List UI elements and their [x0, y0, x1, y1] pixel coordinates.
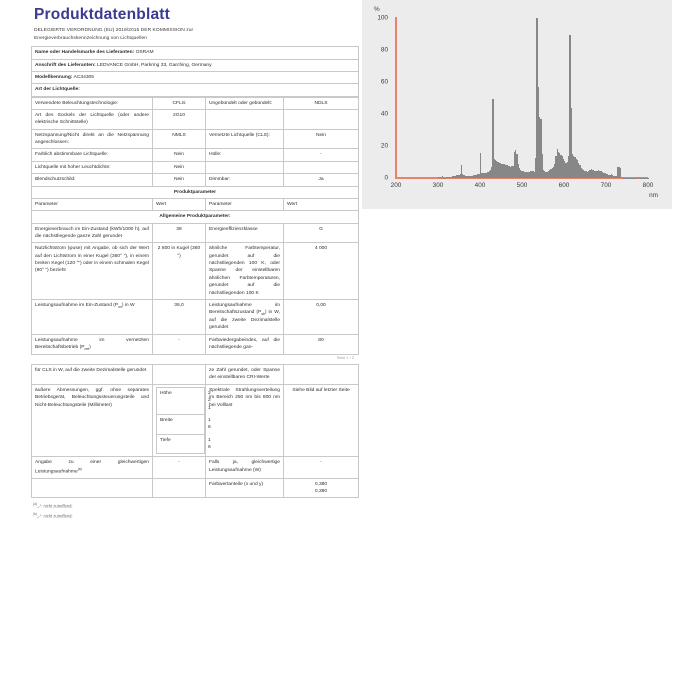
cell-value-2: Nein	[284, 129, 359, 149]
footnote-b-text: „-“: nicht zutreffend;	[37, 512, 73, 518]
lightsource-band: Art der Lichtquelle:	[32, 84, 359, 96]
page-break-gap	[31, 355, 358, 364]
cell-value-2	[284, 110, 359, 130]
supplier-cell	[32, 47, 359, 59]
cell-value-1: -	[153, 457, 206, 478]
cell-value-2	[284, 161, 359, 173]
x-axis-unit-label: nm	[649, 192, 658, 199]
power-on-subscript: on	[118, 304, 122, 309]
power-on-label-post: ) in W	[121, 302, 135, 308]
cell-param-1	[32, 299, 153, 334]
footnote-b	[33, 511, 358, 520]
cell-value-1: Nein	[153, 174, 206, 186]
subtitle-line-1: DELEGIERTE VERORDNUNG (EU) 2019/2015 DER KOMMISSION zur	[34, 28, 194, 34]
y-axis-unit-label: %	[374, 6, 380, 13]
chart-plot-area	[396, 18, 648, 178]
cell-value-1: Nein	[153, 149, 206, 161]
spectral-distribution-chart	[362, 0, 672, 209]
table-row	[32, 365, 359, 385]
cell-param-2	[206, 299, 284, 334]
chart-bar	[647, 178, 648, 179]
table-row	[32, 84, 359, 96]
cell-value-2: 0,00	[284, 299, 359, 334]
cell-param-1: Blendschutzschild:	[32, 174, 153, 186]
cell-param-1	[32, 478, 153, 498]
table-row	[32, 299, 359, 334]
power-sb-label-post: ) in W, auf die zweite Dezimalstelle gerundet	[209, 310, 281, 331]
cell-value-2	[284, 365, 359, 385]
power-net-label-pre: Leistungsaufnahme im vernetzten Bereitschaftsbetrieb (P	[35, 337, 149, 351]
address-label: Anschrift des Lieferanten:	[35, 62, 96, 68]
supplier-table	[31, 46, 359, 96]
x-tick-label: 400	[474, 182, 486, 189]
lightsource-table	[31, 97, 359, 355]
y-tick-label: 20	[380, 142, 388, 150]
footnotes	[33, 501, 358, 519]
table-row	[32, 211, 359, 223]
cell-value-1	[153, 478, 206, 498]
general-params-band: Allgemeine Produktparameter:	[32, 211, 359, 223]
cell-param-2: Hülle:	[206, 149, 284, 161]
cell-param-1: für CLS in W, auf die zweite Dezimalstelle gerundet	[32, 365, 153, 385]
y-tick-label: 100	[377, 14, 388, 22]
chroma-y: 0,380	[314, 489, 328, 495]
cell-param-1: Netzspannung/Nicht direkt an die Netzspannung angeschlossen:	[32, 129, 153, 149]
y-tick-label: 60	[380, 78, 388, 86]
cell-param-2: Falls ja, gleichwertige Leistungsaufnahme (W)	[206, 457, 284, 478]
page-marker: Seite 1 / 3	[336, 356, 354, 361]
cell-param-2: Dimmbar:	[206, 174, 284, 186]
model-cell	[32, 71, 359, 83]
table-row	[32, 59, 359, 71]
address-cell	[32, 59, 359, 71]
power-net-label-post: )	[89, 345, 91, 351]
table-row	[32, 47, 359, 59]
cell-param-1	[32, 334, 153, 354]
cell-param-2: Energieeffizienzklasse	[206, 223, 284, 243]
cell-value-1: -	[153, 334, 206, 354]
x-tick-label: 600	[558, 182, 570, 189]
power-net-subscript: net	[84, 347, 90, 352]
x-tick-label: 800	[642, 182, 654, 189]
footnote-a-text: „-“: nicht zutreffend;	[37, 503, 73, 509]
power-sb-label-pre: Leistungsaufnahme im Bereitschaftszustand (P	[209, 302, 280, 316]
table-row	[32, 186, 359, 198]
table-row: Breite 16	[157, 414, 205, 434]
cell-param-2	[206, 110, 284, 130]
page-title: Produktdatenblatt	[34, 6, 171, 23]
cell-value-1: 2G10	[153, 110, 206, 130]
col-header-parameter-1: Parameter	[32, 198, 153, 210]
cell-value-1: Nein	[153, 161, 206, 173]
cell-value-2: Siehe Bild auf letzter Seite	[284, 384, 359, 457]
cell-param-2: Ungebündelt oder gebündelt:	[206, 97, 284, 109]
table-row: Tiefe 16	[157, 434, 205, 454]
table-row	[32, 97, 359, 109]
x-tick-label: 700	[600, 182, 612, 189]
footnote-ref-a: (a)	[77, 466, 82, 471]
col-header-parameter-2: Parameter	[206, 198, 284, 210]
cell-value-2: -	[284, 457, 359, 478]
dimension-label-breite: Breite	[157, 414, 205, 434]
continuation-table	[31, 364, 359, 498]
cell-value-1	[153, 365, 206, 385]
table-row	[32, 334, 359, 354]
product-datasheet-document	[31, 0, 358, 700]
cell-param-1: Farblich abstimmbare Lichtquelle:	[32, 149, 153, 161]
cell-param-1: Energieverbrauch im Ein-Zustand (kWh/1000 h), auf die nächstliegende ganze Zahl gerundet	[32, 223, 153, 243]
cell-param-2	[206, 161, 284, 173]
table-row: Höhe 221	[157, 387, 205, 414]
footnote-b-mark: (b)	[33, 511, 38, 516]
y-tick-label: 40	[380, 110, 388, 118]
table-row	[32, 71, 359, 83]
chroma-x: 0,380	[314, 481, 328, 487]
x-tick-label: 200	[390, 182, 402, 189]
cell-param-1	[32, 457, 153, 478]
cell-value-2: -	[284, 149, 359, 161]
col-header-wert-2: Wert	[284, 198, 359, 210]
model-label: Modellkennung:	[35, 74, 73, 80]
cell-value-1: CFLni	[153, 97, 206, 109]
cell-value-2: 4 000	[284, 243, 359, 300]
table-row	[32, 174, 359, 186]
power-sb-subscript: sb	[261, 312, 265, 317]
y-tick-label: 0	[384, 174, 388, 182]
cell-value-2: NDLS	[284, 97, 359, 109]
cell-value-1: 2 800 in Kugel (360 °)	[153, 243, 206, 300]
cell-param-2: Vernetzte Lichtquelle (CLS):	[206, 129, 284, 149]
cell-param-1: Art des Sockels der Lichtquelle (oder andere elektrische Schnittstelle)	[32, 110, 153, 130]
x-tick-label: 300	[432, 182, 444, 189]
supplier-value: OSRAM	[135, 50, 154, 56]
cell-value-1: NMLS	[153, 129, 206, 149]
subtitle-line-2: Energieverbrauchskennzeichnung von Lichtquellen	[34, 35, 148, 41]
cell-value-2	[284, 478, 359, 498]
cell-param-1: Verwendete Beleuchtungstechnologie:	[32, 97, 153, 109]
productparam-band: Produktparameter	[32, 186, 359, 198]
cell-param-2: Farbwiedergabeindex, auf die nächstliegende gan-	[206, 334, 284, 354]
table-row	[32, 161, 359, 173]
equivalent-power-label: Angabe zu einer gleichwertigen Leistungsaufnahme	[35, 460, 149, 475]
table-row	[32, 223, 359, 243]
power-on-label-pre: Leistungsaufnahme im Ein-Zustand (P	[35, 302, 119, 308]
footnote-a	[33, 501, 358, 510]
table-row-dimensions	[32, 384, 359, 457]
table-row	[32, 457, 359, 478]
table-row	[32, 478, 359, 498]
cell-param-2: ähnliche Farbtemperatur, gerundet auf die nächstliegenden 100 K, oder Spanne der einstellbaren ähnlichen Farbtemperaturen, gerundet auf die nächstliegenden 100 K	[206, 243, 284, 300]
cell-param-2: ze Zahl gerundet, oder Spanne der einstellbaren CRI-Werte	[206, 365, 284, 385]
cell-param-1: Nutzlichtstrom (φuse) mit Angabe, ob sich der Wert auf den Lichtstrom in einer Kugel (360° ”), in einem breiten Kegel (120 °”) oder in einem schmalen Kegel (90° ”) bezieht	[32, 243, 153, 300]
cell-param-2: Spektrale Strahlungsverteilung im Bereich 250 nm bis 800 nm bei Volllast	[206, 384, 284, 457]
supplier-label: Name oder Handelsmarke des Lieferanten:	[35, 50, 135, 56]
table-row	[32, 198, 359, 210]
cell-value-1: 36,0	[153, 299, 206, 334]
dimensions-inner-table	[156, 387, 211, 455]
cell-value-2: Ja	[284, 174, 359, 186]
dimensions-label: äußere Abmessungen, ggf. ohne separates Betriebsgerät, Beleuchtungssteuerungsteile und Nicht-Beleuchtungsteile (Millimeter)	[32, 384, 153, 457]
x-tick-label: 500	[516, 182, 528, 189]
cell-value-2: 80	[284, 334, 359, 354]
col-header-wert-1: Wert	[153, 198, 206, 210]
cell-value-2: G	[284, 223, 359, 243]
regulation-subtitle	[34, 27, 358, 42]
cell-value-1: 38	[153, 223, 206, 243]
dimension-label-hoehe: Höhe	[157, 387, 205, 414]
table-row	[32, 149, 359, 161]
table-row	[32, 110, 359, 130]
y-tick-label: 80	[380, 46, 388, 54]
cell-param-2: Farbwertanteile (x und y)	[206, 478, 284, 498]
footnote-a-mark: (a)	[33, 502, 38, 507]
dimension-label-tiefe: Tiefe	[157, 434, 205, 454]
address-value: LEDVANCE GmbH, Parkring 33, Garching, Germany	[96, 62, 212, 68]
table-row	[32, 243, 359, 300]
dimensions-inner-cell	[153, 384, 211, 457]
table-row	[32, 129, 359, 149]
cell-param-1: Lichtquelle mit hoher Leuchtdichte:	[32, 161, 153, 173]
model-value: AC34305	[73, 74, 94, 80]
